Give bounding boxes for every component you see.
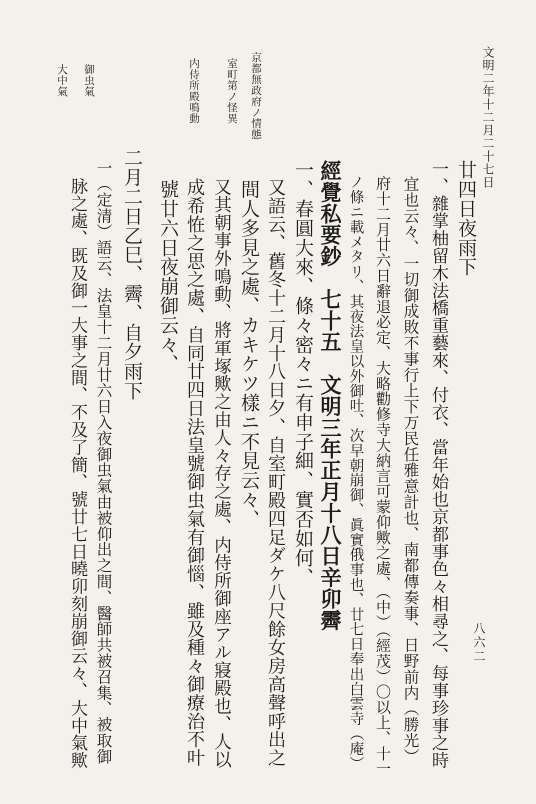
text-column-2: 一、雜掌柚留木法橋重藝來、付衣、當年始也京都事色々相尋之、每事珍事之時: [428, 160, 448, 769]
margin-note-text: 京都無政府ノ情態: [250, 52, 263, 140]
margin-note-text: 内侍所殿鳴動: [188, 58, 201, 124]
margin-note-text: 御虫氣: [83, 64, 96, 97]
text-column-1: 廿四日夜雨下: [455, 160, 477, 277]
page-number: 八六二: [472, 622, 486, 664]
text-column-11: 成希恠之思之處、自同廿四日法皇號御虫氣有御惱、雖及種々御療治不叶: [184, 160, 205, 768]
text-column-3: 宜也云々、一切御成敗不事行上下万民任雅意計也、南都傳奏事、日野前内（勝光）: [401, 160, 420, 765]
running-head: 文明二年十二月二十七日: [481, 46, 495, 189]
margin-note-muromachi-omen: [226, 58, 237, 124]
margin-note-mushike: [83, 64, 94, 97]
text-column-15: 脉之處、既及御一大事之間、不及了簡、號廿七日曉卯刻崩御云々、大中氣歟: [67, 160, 87, 769]
text-column-12: 號廿六日夜崩御云々、: [157, 160, 179, 374]
margin-note-text: 室町第ノ怪異: [226, 58, 239, 124]
text-column-14: 一（定清）語云、法皇十二月廿六日入夜御虫氣由被仰出之間、醫師共被召集、被取御: [94, 160, 113, 765]
text-column-10: 又其朝事外鳴動、將軍塚歟之由人々存之處、内侍所御座アル寢殿也、人以: [211, 160, 232, 769]
margin-note-text: 大中氣: [56, 64, 69, 97]
section-heading: 經覺私要鈔 七十五 文明三年正月十八日辛卯霽: [318, 160, 343, 631]
text-column-8: 又語云、舊冬十二月十八日夕、自室町殿四足ダケ八尺餘女房高聲呼出之: [265, 160, 286, 768]
margin-note-naishidokoro-rumble: [188, 58, 199, 124]
text-column-7: 一、春圓大來、條々密々ニ有申子細、實否如何、: [292, 160, 314, 587]
text-column-4: 府十二月廿六日辭退必定、大略勸修寺大納言可蒙仰歟之處、（中）（經茂）〇以上、十一: [374, 160, 392, 777]
text-column-13: 二月二日乙巳、霽、自夕雨下: [121, 148, 143, 401]
margin-note-daichuki: [56, 64, 67, 97]
text-column-5: ノ條ニ載メタリ、其夜法皇以外御吐、次早朝崩御、眞實俄事也、廿七日奉出白雲寺（庵）: [347, 160, 364, 771]
text-column-9: 間人多見之處、カキケツ樣ニ不見云々、: [238, 160, 260, 529]
margin-note-kyoto-anarchy: [250, 52, 261, 140]
